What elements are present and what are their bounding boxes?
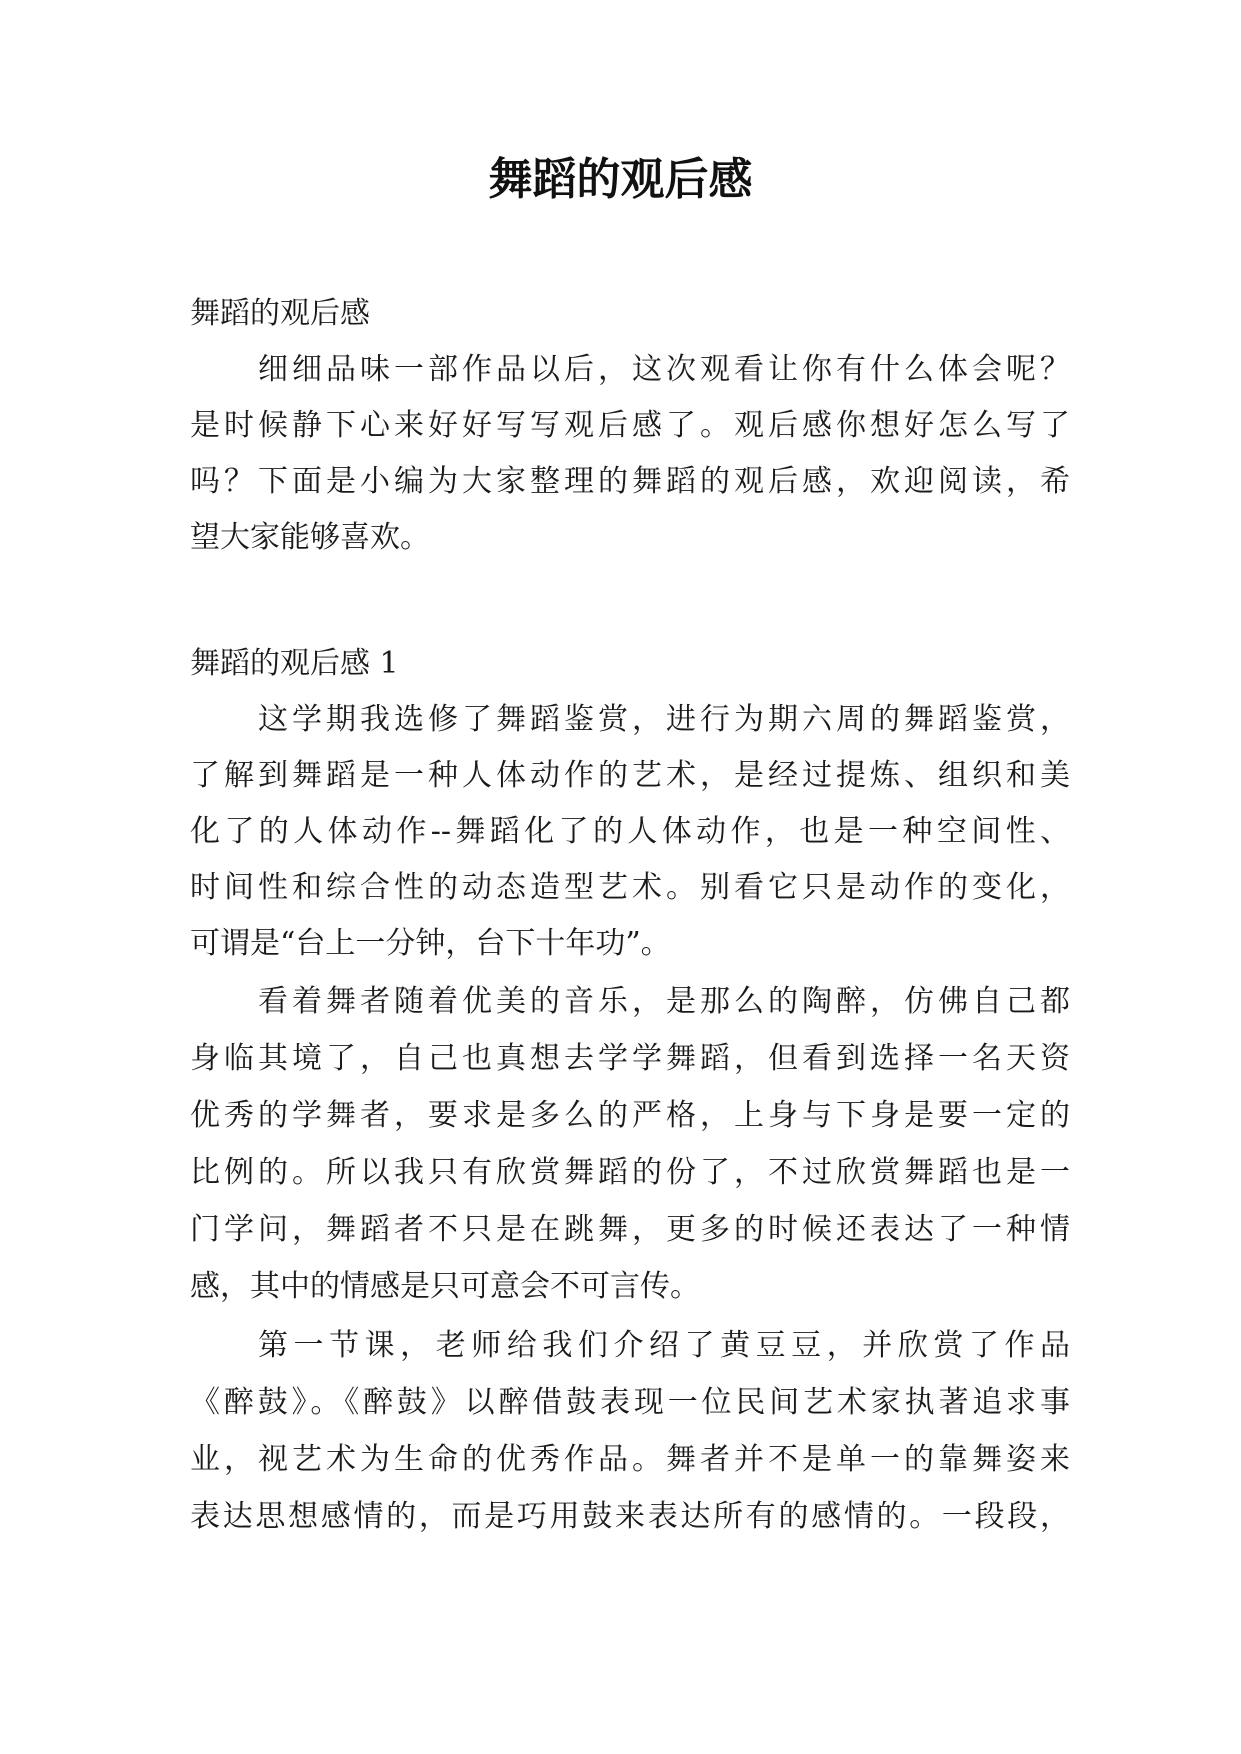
section-heading: 舞蹈的观后感 1	[190, 646, 399, 681]
paragraph-line: 门学问，舞蹈者不只是在跳舞，更多的时候还表达了一种情	[190, 1212, 1070, 1247]
paragraph-line: 是时候静下心来好好写写观后感了。观后感你想好怎么写了	[190, 408, 1070, 443]
paragraph-line: 望大家能够喜欢。	[190, 520, 430, 555]
paragraph-line: 《醉鼓》。《醉鼓》以醉借鼓表现一位民间艺术家执著追求事	[190, 1385, 1070, 1420]
section-heading: 舞蹈的观后感	[190, 296, 370, 331]
document-title: 舞蹈的观后感	[488, 154, 753, 205]
paragraph-line: 优秀的学舞者，要求是多么的严格，上身与下身是要一定的	[190, 1098, 1070, 1133]
paragraph-line: 看着舞者随着优美的音乐，是那么的陶醉，仿佛自己都	[258, 984, 1070, 1019]
paragraph-line: 第一节课，老师给我们介绍了黄豆豆，并欣赏了作品	[258, 1328, 1070, 1363]
paragraph-line: 比例的。所以我只有欣赏舞蹈的份了，不过欣赏舞蹈也是一	[190, 1155, 1070, 1190]
paragraph-line: 感，其中的情感是只可意会不可言传。	[190, 1269, 700, 1304]
paragraph-line: 身临其境了，自己也真想去学学舞蹈，但看到选择一名天资	[190, 1041, 1070, 1076]
paragraph-line: 表达思想感情的，而是巧用鼓来表达所有的感情的。一段段，	[190, 1499, 1070, 1534]
paragraph-line: 细细品味一部作品以后，这次观看让你有什么体会呢？	[258, 352, 1070, 387]
paragraph-line: 时间性和综合性的动态造型艺术。别看它只是动作的变化，	[190, 870, 1070, 905]
paragraph-line: 业，视艺术为生命的优秀作品。舞者并不是单一的靠舞姿来	[190, 1442, 1070, 1477]
paragraph-line: 这学期我选修了舞蹈鉴赏，进行为期六周的舞蹈鉴赏，	[258, 702, 1070, 737]
paragraph-line: 化了的人体动作--舞蹈化了的人体动作，也是一种空间性、	[190, 814, 1070, 849]
paragraph-line: 吗？下面是小编为大家整理的舞蹈的观后感，欢迎阅读，希	[190, 464, 1070, 499]
paragraph-line: 可谓是“台上一分钟，台下十年功”。	[190, 926, 671, 961]
paragraph-line: 了解到舞蹈是一种人体动作的艺术，是经过提炼、组织和美	[190, 758, 1070, 793]
